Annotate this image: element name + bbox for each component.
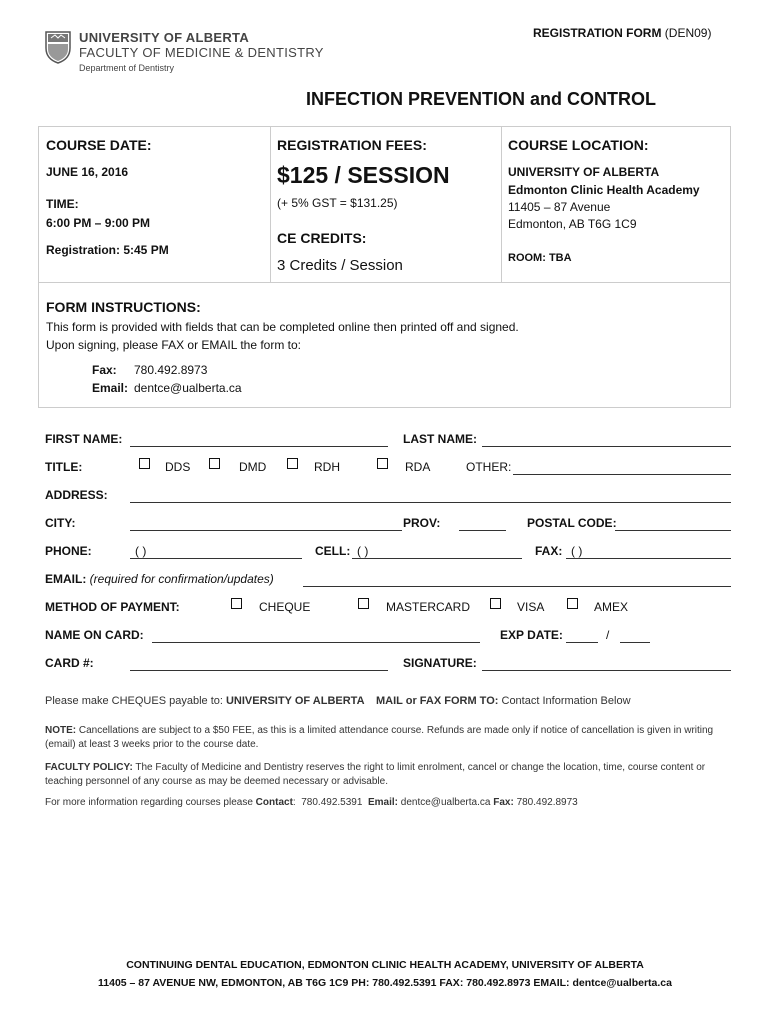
note-label: NOTE: [45,725,77,736]
mail-text: Contact Information Below [501,695,631,707]
divider [270,127,271,282]
location-name: UNIVERSITY OF ALBERTA [508,165,660,179]
cheque-payee: UNIVERSITY OF ALBERTA [225,695,365,707]
postal-code-label: POSTAL CODE: [527,516,617,530]
form-label: REGISTRATION FORM [533,26,662,40]
email-address: dentce@ualberta.ca [134,381,242,395]
visa-checkbox[interactable] [490,598,501,609]
email-label: Email: [92,381,129,395]
course-date: JUNE 16, 2016 [46,165,129,179]
course-date-label: COURSE DATE: [46,137,152,153]
more-fax: 780.492.8973 [516,797,578,808]
fax-field-label: FAX: [535,544,563,558]
fees-label: REGISTRATION FEES: [277,137,427,153]
more-info: For more information regarding courses please Contact: 780.492.5391 Email: dentce@ualberta.ca Fax: 780.492.8973 [45,797,578,808]
rda-option: RDA [405,460,431,474]
university-logo [45,30,71,64]
city-field[interactable] [130,530,402,531]
name-on-card-field[interactable] [152,642,480,643]
ce-credits-label: CE CREDITS: [277,230,367,246]
contact-label: Contact [255,797,293,808]
city-label: CITY: [45,516,76,530]
department-name: Department of Dentistry [79,63,175,73]
more-fax-label: Fax: [493,797,514,808]
instructions-line2: Upon signing, please FAX or EMAIL the form to: [46,338,302,352]
phone-label: PHONE: [45,544,92,558]
other-field[interactable] [513,474,731,475]
fee-amount: $125 / SESSION [277,162,450,188]
rdh-checkbox[interactable] [287,458,298,469]
fax-number: 780.492.8973 [134,363,208,377]
location-label: COURSE LOCATION: [508,137,649,153]
form-id [533,26,711,40]
cancellation-note [45,724,725,752]
title-label: TITLE: [45,460,83,474]
mail-fax-note [376,695,631,707]
instructions-box [38,283,731,408]
rdh-option: RDH [314,460,340,474]
note-text: Cancellations are subject to a $50 FEE, as this is a limited attendance course. Refunds are made only if notice of cancellation is given in writing (email) at least 3 weeks prior to the course date. [45,725,714,750]
cheque-option: CHEQUE [259,600,311,614]
mastercard-option: MASTERCARD [386,600,471,614]
contact-phone: 780.492.5391 [301,797,363,808]
crest-icon [45,30,71,64]
amex-option: AMEX [594,600,629,614]
more-prefix: For more information regarding courses please [45,797,253,808]
phone-area: ( ) [135,544,147,558]
registration-time: Registration: 5:45 PM [46,243,169,257]
mastercard-checkbox[interactable] [358,598,369,609]
room: ROOM: TBA [508,252,572,264]
cheque-payable-note [45,695,365,707]
cell-label: CELL: [315,544,351,558]
signature-label: SIGNATURE: [403,656,477,670]
form-code: (DEN09) [664,26,712,40]
mail-label: MAIL or FAX FORM TO: [376,695,499,707]
fax-field[interactable] [566,558,731,559]
university-name: UNIVERSITY OF ALBERTA [79,30,250,45]
email-note: (required for confirmation/updates) [89,572,274,586]
dmd-checkbox[interactable] [209,458,220,469]
phone-field[interactable] [130,558,302,559]
rda-checkbox[interactable] [377,458,388,469]
amex-checkbox[interactable] [567,598,578,609]
instructions-line1: This form is provided with fields that can be completed online then printed off and signed. [46,320,519,334]
gst-amount: (+ 5% GST = $131.25) [277,196,398,210]
time-label: TIME: [46,197,79,211]
more-email: dentce@ualberta.ca [400,797,491,808]
exp-date-label: EXP DATE: [500,628,563,642]
footer-line2: 11405 – 87 AVENUE NW, EDMONTON, AB T6G 1C9 PH: 780.492.5391 FAX: 780.492.8973 EMAIL: dentce@ualberta.ca [98,977,672,989]
footer-line1: CONTINUING DENTAL EDUCATION, EDMONTON CLINIC HEALTH ACADEMY, UNIVERSITY OF ALBERTA [126,959,644,971]
divider [501,127,502,282]
payment-label: METHOD OF PAYMENT: [45,600,180,614]
exp-slash: / [606,628,610,642]
prov-field[interactable] [459,530,506,531]
cheque-checkbox[interactable] [231,598,242,609]
prov-label: PROV: [403,516,441,530]
other-label: OTHER: [466,460,512,474]
last-name-label: LAST NAME: [403,432,477,446]
cell-area: ( ) [357,544,369,558]
location-building: Edmonton Clinic Health Academy [508,183,700,197]
more-email-label: Email: [367,797,398,808]
address-field[interactable] [130,502,731,503]
fax-label: Fax: [92,363,117,377]
address-label: ADDRESS: [45,488,108,502]
course-time: 6:00 PM – 9:00 PM [46,216,151,230]
exp-year-field[interactable] [620,642,650,643]
policy-label: FACULTY POLICY: [45,762,133,773]
card-number-label: CARD #: [45,656,94,670]
cell-field[interactable] [352,558,522,559]
name-on-card-label: NAME ON CARD: [45,628,144,642]
faculty-name: FACULTY OF MEDICINE & DENTISTRY [79,45,324,60]
dmd-option: DMD [239,460,267,474]
last-name-field[interactable] [482,446,731,447]
instructions-label: FORM INSTRUCTIONS: [46,299,201,315]
first-name-field[interactable] [130,446,388,447]
page-title: INFECTION PREVENTION and CONTROL [306,89,657,109]
faculty-policy [45,761,725,789]
dds-option: DDS [165,460,191,474]
fax-area: ( ) [571,544,583,558]
location-city: Edmonton, AB T6G 1C9 [508,217,637,231]
email-field-label [45,572,274,586]
credits: 3 Credits / Session [277,257,403,274]
course-info-box [38,126,731,283]
card-number-field[interactable] [130,670,388,671]
policy-text: The Faculty of Medicine and Dentistry reserves the right to limit enrolment, cancel or change the location, time, course content or teaching personnel of any course as may be deemed necessary or advisable. [45,762,706,787]
exp-month-field[interactable] [566,642,598,643]
signature-field[interactable] [482,670,731,671]
dds-checkbox[interactable] [139,458,150,469]
visa-option: VISA [517,600,545,614]
email-field[interactable] [303,586,731,587]
location-street: 11405 – 87 Avenue [508,200,611,214]
email-field-title: EMAIL: [45,572,87,586]
postal-code-field[interactable] [615,530,731,531]
cheque-prefix: Please make CHEQUES payable to: [45,695,223,707]
first-name-label: FIRST NAME: [45,432,123,446]
